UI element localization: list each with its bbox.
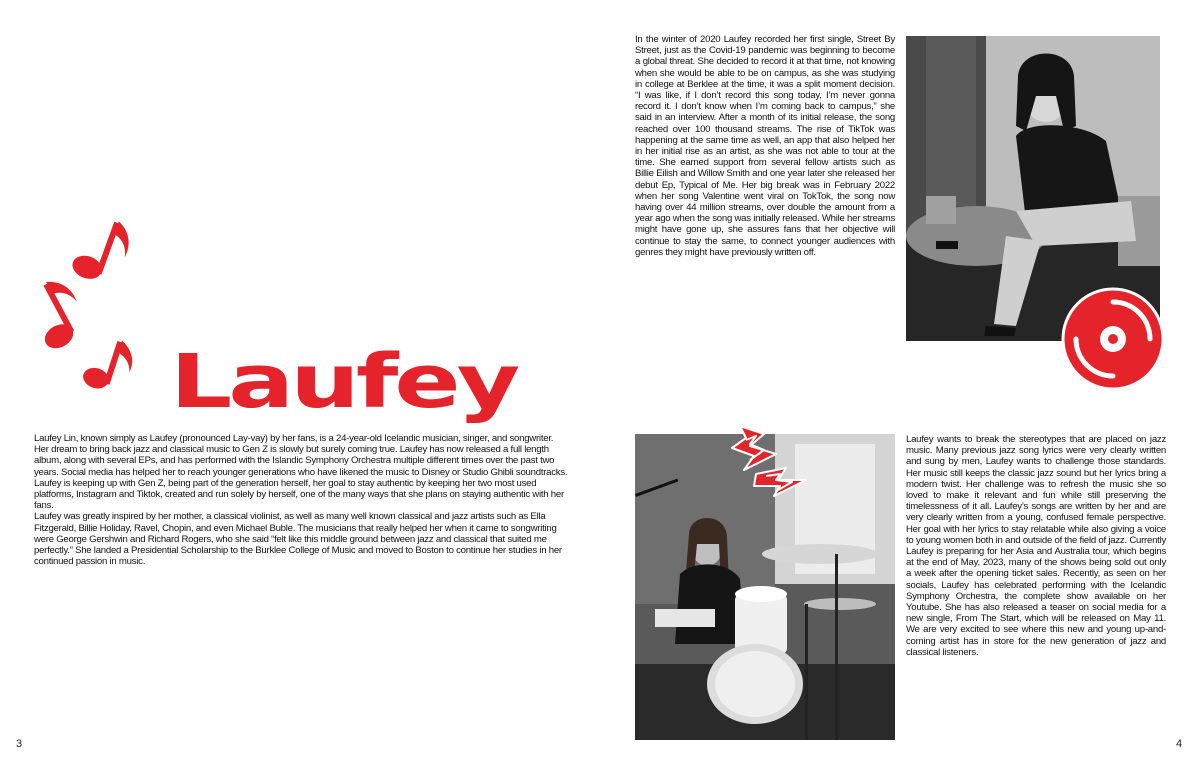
left-paragraph-2: Laufey was greatly inspired by her mother, a classical violinist, as well as many well known classical and jazz artists such as Ella Fitzgerald, Billie Holiday, Ravel, Chopin, and even Michael Buble. The musicians that really helped her when it came to songwriting were George Gershwin and Richard Rogers, who she said “felt like this middle ground between jazz and classical that suited me perfectly.” She landed a Presidential Scholarship to the Burklee College of Music and moved to Boston to continue her studies in her continued passion in music. (34, 511, 562, 568)
music-note-icon (78, 334, 142, 400)
right-bottom-text: Laufey wants to break the stereotypes that are placed on jazz music. Many previous jazz song lyrics were very clearly written and sung by men, Laufey wants to challenge those standards. Her music still keeps the classic jazz sound but her lyrics bring a modern twist. Her challenge was to refresh the music she so loved to make it relevant and fun while still preserving the timelessness of it all. Laufey’s songs are written by her and are very clearly written from a young, confused female perspective. Her goal with her lyrics to stay relatable while also giving a voice to young women both in and outside of the field of jazz. Currently Laufey is preparing for her Asia and Australia tour, which begins at the end of May, 2023, many of the shows being sold out only a week after the opening ticket sales. Recently, as seen on her socials, Laufey has celebrated performing with the Icelandic Symphony Orchestra, the complete show available on her Youtube. She has also released a teaser on social media for a new single, From The Start, which will be released on May 11. We are very excited to see where this new and young up-and-coming artist has in store for the new generation of jazz and classical listeners. (906, 434, 1166, 658)
lightning-bolt-icon (720, 420, 812, 502)
right-top-text: In the winter of 2020 Laufey recorded her first single, Street By Street, just as the Covid-19 pandemic was beginning to become a global threat. She decided to record it at that time, not knowing when she would be able to be on campus, as she was studying in college at Berklee at the time, it was a split moment decision. “I was like, if I don’t record this song today, I’m never gonna record it. I don’t know when I’m coming back to campus,” she said in an interview. After a month of its initial release, the song reached over 100 thousand streams. The rise of TikTok was happening at the same time as well, an app that also helped her in her initial rise as an artist, as she was not able to tour at the time. She earned support from several fellow artists such as Billie Eilish and Willow Smith and one year later she released her debut Ep, Typical of Me. Her big break was in February 2022 when her song Valentine went viral on TokTok, the song now having over 44 million streams, over double the amount from a year ago when the song was initially released. While her streams might have gone up, she assures fans that her objective will continue to stay the same, to connect younger audiences with genres they might have previously written off. (635, 34, 895, 258)
left-paragraph-1: Laufey Lin, known simply as Laufey (pronounced Lay-vay) by her fans, is a 24-year-old Icelandic musician, singer, and songwriter. Her dream to bring back jazz and classical music to Gen Z is slowly but surely coming true. Laufey has now released a full length album, along with several EPs, and has performed with the Islandic Symphony Orchestra multiple different times over the past two years. Social media has helped her to reach younger generations who have likened the music to Disney or Studio Ghibli soundtracks. Laufey is keeping up with Gen Z, being part of the generation herself, her goal to stay authentic by keeping her two most used platforms, Instagram and Tiktok, created and run solely by herself, one of the many ways that she plans on staying authentic with her fans. (34, 433, 568, 512)
left-page-number: 3 (16, 738, 23, 750)
page-title: Laufey (170, 339, 517, 425)
left-article-text (34, 433, 568, 567)
right-page-number: 4 (1176, 738, 1183, 750)
vinyl-record-icon (1060, 286, 1166, 392)
